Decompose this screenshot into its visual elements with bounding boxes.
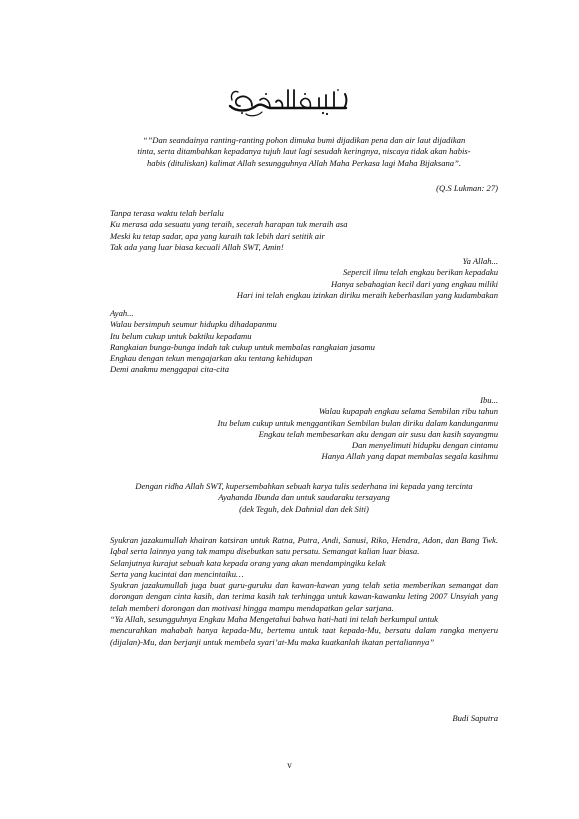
- ayah-stanza: [110, 308, 498, 376]
- quote-source: [110, 183, 498, 194]
- poem-line: Tanpa terasa waktu telah berlalu: [110, 208, 224, 218]
- thanks-line: Serta yang kucintai dan mencintaiku…: [110, 568, 244, 579]
- stanza-line: Hari ini telah engkau izinkan diriku meraih keberhasilan yang kudambakan: [236, 289, 498, 300]
- dedication-line: Ayahanda Ibunda dan untuk saudaraku tersayang: [218, 492, 390, 503]
- ibu-stanza: [110, 395, 498, 463]
- stanza-line: Dan menyelimuti hidupku dengan cintamu: [351, 440, 498, 451]
- quote-line: tinta, serta ditambahkan kepadanya tujuh laut lagi sesudah keringnya, niscaya tidak akan habis-: [137, 146, 471, 157]
- stanza-line: Walau bersimpuh seumur hidupku dihadapanmu: [110, 319, 277, 330]
- stanza-line: Sepercil ilmu telah engkau berikan kepadaku: [342, 267, 498, 278]
- stanza-line: Engkau dengan tekun mengajarkan aku tentang kehidupan: [110, 353, 313, 364]
- stanza-line: Ya Allah...: [462, 256, 498, 266]
- signature-name: Budi Saputra: [452, 713, 498, 723]
- signature: [110, 713, 498, 724]
- stanza-line: Ayah...: [110, 308, 134, 318]
- quote-source-text: (Q.S Lukman: 27): [436, 183, 498, 193]
- poem-intro: [110, 208, 498, 253]
- stanza-line: Rangkaian bunga-bunga indah tak cukup untuk membalas rangkaian jasamu: [110, 341, 375, 352]
- stanza-line: Demi anakmu menggapai cita-cita: [110, 364, 230, 375]
- stanza-line: Itu belum cukup untuk menggantikan Sembilan bulan diriku dalam kandunganmu: [217, 417, 498, 428]
- dedication-line: (dek Teguh, dek Dahnial dan dek Siti): [239, 503, 369, 514]
- thanks-paragraph: Syukran jazakumullah juga buat guru-guruku dan kawan-kawan yang telah setia memberikan semangat dan dorongan dengan cinta kasih, dan terima kasih tak terhingga untuk kawan-kawanku leting 2007 Unsyiah yang telah memberi dorongan dan motivasi hingga mampu mendapatkan gelar sarjana.: [110, 580, 498, 613]
- allah-stanza: [110, 256, 498, 301]
- acknowledgements: [110, 535, 498, 648]
- thanks-paragraph: Syukran jazakumullah khairan katsiran untuk Ratna, Putra, Andi, Sanusi, Riko, Hendra, Adon, dan Bang Twk. Iqbal serta lainnya yang tak mampu disebutkan satu persatu. Semangat kalian luar biasa.: [110, 535, 498, 557]
- poem-line: Meski ku tetap sadar, apa yang kuraih tak lebih dari setitik air: [110, 230, 325, 241]
- stanza-line: Engkau telah membesarkan aku dengan air susu dan kasih sayangmu: [258, 428, 498, 439]
- dedication-line: Dengan ridha Allah SWT, kupersembahkan sebuah karya tulis sederhana ini kepada yang tercinta: [135, 481, 473, 491]
- stanza-line: Itu belum cukup untuk baktiku kepadamu: [110, 330, 252, 341]
- quote-line: “”Dan seandainya ranting-ranting pohon dimuka bumi dijadikan pena dan air laut dijadikan: [142, 135, 466, 145]
- stanza-line: Hanya sebahagian kecil dari yang engkau miliki: [330, 278, 498, 289]
- page-number: v: [287, 760, 292, 770]
- poem-line: Ku merasa ada sesuatu yang teraih, secerah harapan tuk meraih asa: [110, 219, 348, 230]
- stanza-line: Walau kupapah engkau selama Sembilan ribu tahun: [318, 406, 498, 417]
- dedication: [110, 481, 498, 515]
- prayer-line: “Ya Allah, sesungguhnya Engkau Maha Mengetahui bahwa hati-hati ini telah berkumpul untuk: [110, 614, 438, 625]
- thanks-line: Selanjutnya kurajut sebuah kata kepada orang yang akan mendampingiku kelak: [110, 557, 386, 568]
- prayer-paragraph: mencurahkan mahabah hanya kepada-Mu, bertemu untuk taat kepada-Mu, bersatu dalam rangka menyeru (dijalan)-Mu, dan berjanji untuk membela syari’at-Mu maka kuatkanlah ikatan pertaliannya”: [110, 625, 498, 647]
- poem-line: Tak ada yang luar biasa kecuali Allah SWT, Amin!: [110, 241, 284, 252]
- stanza-line: Ibu...: [480, 395, 498, 405]
- quote-line: habis (dituliskan) kalimat Allah sesungguhnya Allah Maha Perkasa lagi Maha Bijaksana”.: [146, 157, 462, 168]
- basmala-calligraphy: [226, 86, 352, 118]
- stanza-line: Hanya Allah yang dapat membalas segala kasihmu: [321, 451, 498, 462]
- quran-quote: [110, 135, 498, 169]
